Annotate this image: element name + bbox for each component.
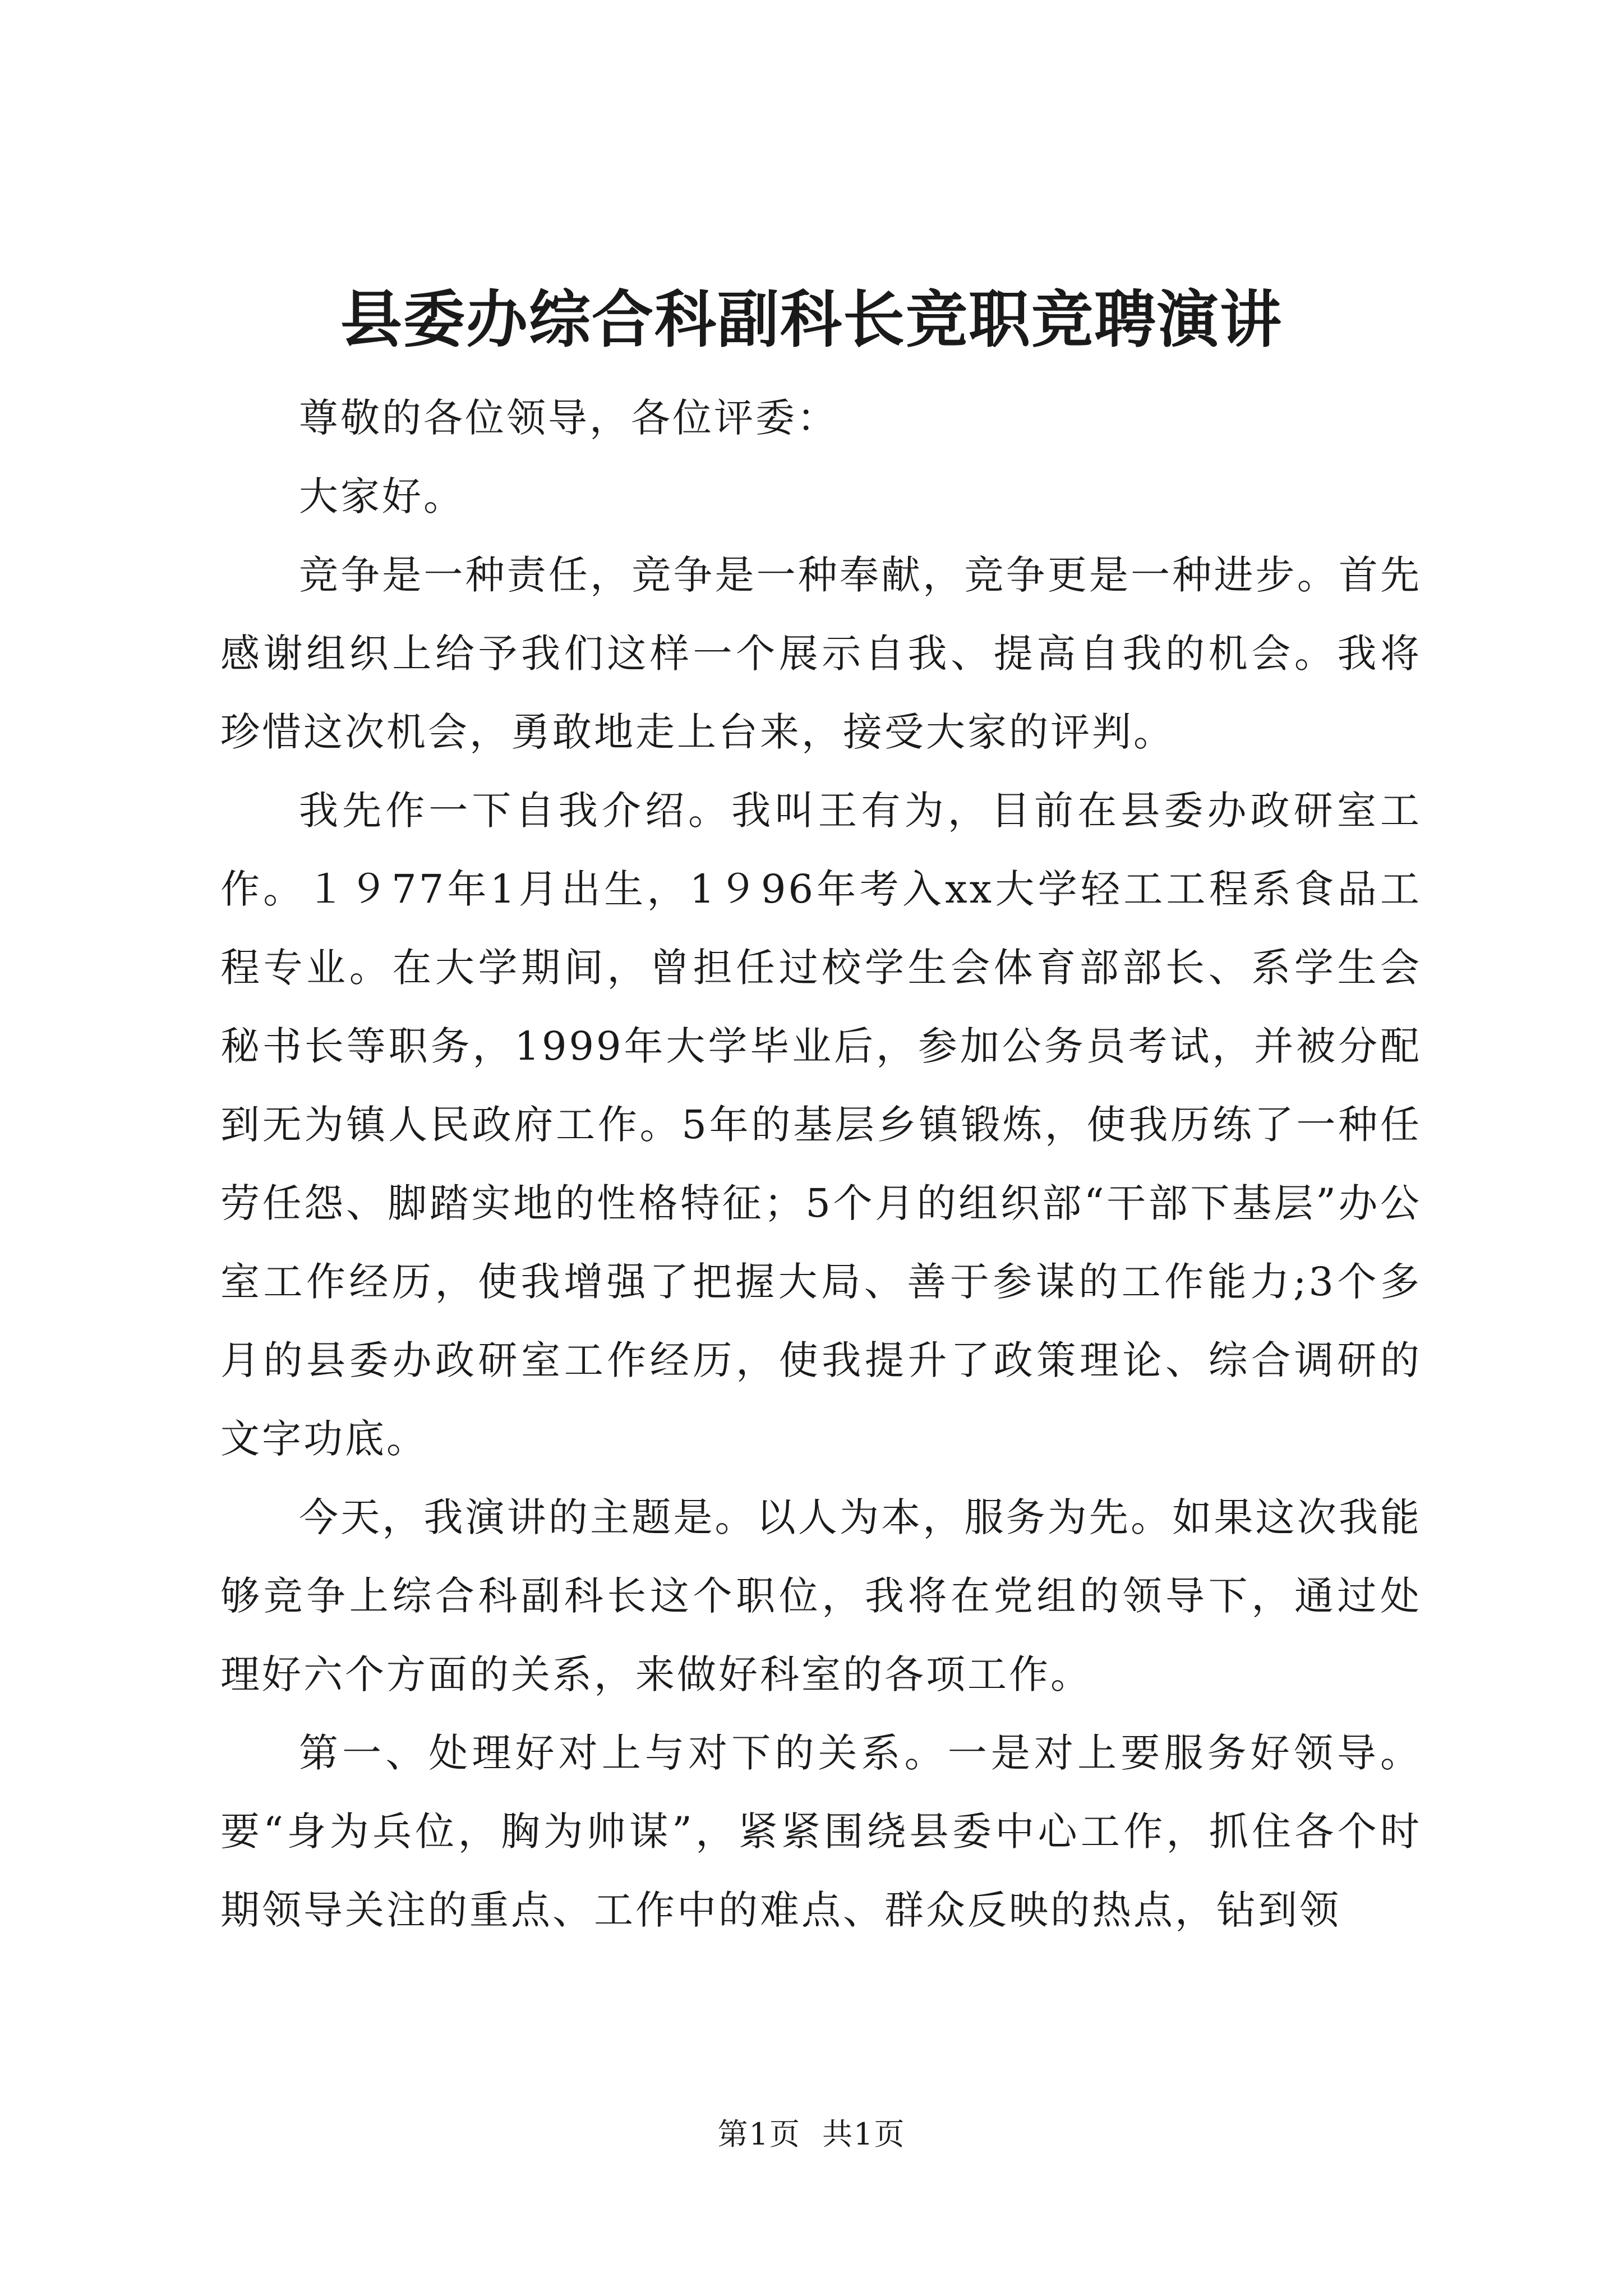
paragraph-competition: 竞争是一种责任，竞争是一种奉献，竞争更是一种进步。首先感谢组织上给予我们这样一个展示自我、提高自我的机会。我将珍惜这次机会，勇敢地走上台来，接受大家的评判。 (220, 552, 1422, 755)
paragraph-self-introduction: 我先作一下自我介绍。我叫王有为，目前在县委办政研室工作。１９77年1月出生，1９96年考入xx大学轻工工程系食品工程专业。在大学期间，曾担任过校学生会体育部部长、系学生会秘书长等职务，1999年大学毕业后，参加公务员考试，并被分配到无为镇人民政府工作。5年的基层乡镇锻炼，使我历练了一种任劳任怨、脚踏实地的性格特征；5个月的组织部“干部下基层”办公室工作经历，使我增强了把握大局、善于参谋的工作能力;3个多月的县委办政研室工作经历，使我提升了政策理论、综合调研的文字功底。 (220, 788, 1422, 1462)
document-title: 县委办综合科副科长竞职竞聘演讲 (340, 283, 1283, 356)
page-number-current: 第1页 (717, 2116, 801, 2152)
paragraph-theme: 今天，我演讲的主题是。以人为本，服务为先。如果这次我能够竞争上综合科副科长这个职位，我将在党组的领导下，通过处理好六个方面的关系，来做好科室的各项工作。 (220, 1494, 1422, 1697)
paragraph-hello: 大家好。 (299, 473, 465, 519)
paragraph-greeting: 尊敬的各位领导，各位评委： (299, 395, 838, 441)
footer-spacer (801, 2116, 822, 2152)
page-footer (0, 2115, 1623, 2154)
page-number-total: 共1页 (822, 2116, 906, 2152)
document-body (220, 379, 1422, 1949)
paragraph-first-relation: 第一、处理好对上与对下的关系。一是对上要服务好领导。要“身为兵位，胸为帅谋”，紧紧围绕县委中心工作，抓住各个时期领导关注的重点、工作中的难点、群众反映的热点，钻到领 (220, 1730, 1422, 1933)
